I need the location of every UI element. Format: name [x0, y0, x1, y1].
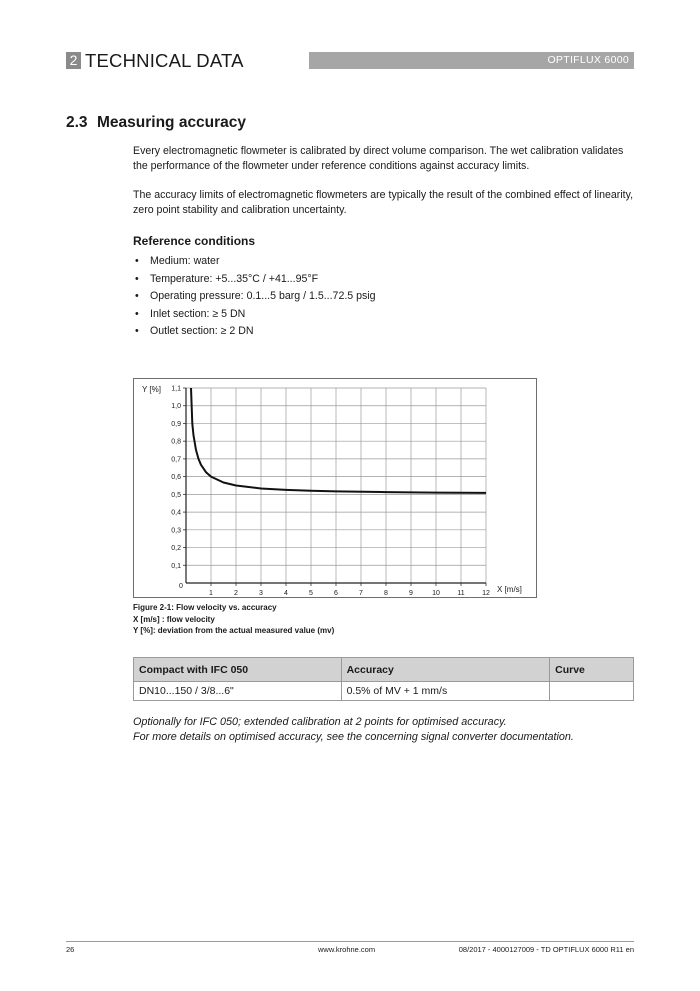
page-number: 26 — [66, 945, 75, 954]
paragraph-calibration: Every electromagnetic flowmeter is calibrated by direct volume comparison. The wet calibration validates the performance of the flowmeter under reference conditions against accuracy limits. — [133, 145, 624, 172]
section-title: Measuring accuracy — [97, 114, 247, 131]
accuracy-chart — [133, 378, 537, 598]
x-tick-label: 4 — [284, 590, 288, 597]
bullet-icon: • — [135, 272, 139, 285]
x-axis-label: X [m/s] — [497, 585, 522, 594]
x-tick-label: 3 — [259, 590, 263, 597]
x-tick-label: 6 — [334, 590, 338, 597]
chapter-title: TECHNICAL DATA — [85, 50, 244, 71]
y-tick-label: 0,2 — [171, 545, 181, 553]
chapter-number: 2 — [66, 52, 81, 69]
reference-conditions-list — [133, 253, 376, 341]
x-tick-label: 11 — [457, 590, 465, 597]
bullet-icon: • — [135, 290, 139, 302]
notes — [133, 715, 574, 745]
footer-url: www.krohne.com — [318, 945, 376, 954]
y-tick-label: 0,3 — [171, 527, 181, 535]
y-tick-label: 0,6 — [171, 474, 181, 482]
bullet-icon: • — [135, 255, 139, 267]
footer-doc-id: 08/2017 - 4000127009 - TD OPTIFLUX 6000 R11 en — [458, 945, 634, 954]
figure-caption-title: Figure 2-1: Flow velocity vs. accuracy — [133, 603, 277, 612]
bullet-icon: • — [135, 325, 139, 337]
product-name: OPTIFLUX 6000 — [547, 54, 629, 66]
y-tick-label: 0,7 — [171, 456, 181, 464]
table-cell: DN10...150 / 3/8...6" — [134, 682, 342, 701]
accuracy-table — [133, 657, 634, 701]
origin-label: 0 — [179, 583, 183, 590]
y-tick-label: 0,4 — [171, 509, 181, 517]
y-tick-label: 0,1 — [171, 562, 181, 570]
y-tick-label: 0,8 — [171, 438, 181, 446]
section-heading — [66, 114, 246, 132]
list-item: • Operating pressure: 0.1...5 barg / 1.5...72.5 psig — [133, 288, 376, 306]
chart-frame — [134, 379, 537, 598]
x-tick-label: 10 — [432, 590, 440, 597]
y-axis-label: Y [%] — [142, 385, 161, 394]
y-tick-label: 0,5 — [171, 491, 181, 499]
x-tick-label: 9 — [409, 590, 413, 597]
x-tick-label: 12 — [482, 590, 490, 597]
reference-conditions-heading: Reference conditions — [133, 234, 256, 248]
table-header-row — [134, 658, 634, 682]
x-tick-label: 5 — [309, 590, 313, 597]
bullet-icon: • — [135, 307, 139, 320]
y-tick-label: 1,0 — [171, 403, 181, 411]
chapter-header — [66, 52, 634, 69]
x-tick-label: 1 — [209, 590, 213, 597]
header-bar — [309, 52, 634, 69]
x-tick-label: 7 — [359, 590, 363, 597]
list-item: • Medium: water — [133, 253, 376, 271]
note-line: For more details on optimised accuracy, see the concerning signal converter documentation. — [133, 731, 574, 743]
figure-caption-y: Y [%]: deviation from the actual measured value (mv) — [133, 626, 335, 635]
table-row — [134, 682, 634, 701]
section-number: 2.3 — [66, 114, 88, 131]
figure-caption — [133, 602, 334, 637]
list-item: • Temperature: +5...35°C / +41...95°F — [133, 271, 376, 289]
paragraph-accuracy-limits: The accuracy limits of electromagnetic flowmeters are typically the result of the combined effect of linearity, zero point stability and calibration uncertainty. — [133, 189, 634, 216]
table-cell — [550, 682, 634, 701]
table-cell: 0.5% of MV + 1 mm/s — [341, 682, 550, 701]
x-tick-label: 8 — [384, 590, 388, 597]
table-header-cell: Accuracy — [341, 658, 550, 682]
y-tick-label: 0,9 — [171, 420, 181, 428]
note-line: Optionally for IFC 050; extended calibration at 2 points for optimised accuracy. — [133, 716, 507, 728]
page-footer — [66, 941, 634, 954]
figure-caption-x: X [m/s] : flow velocity — [133, 614, 215, 624]
list-item: • Outlet section: ≥ 2 DN — [133, 323, 376, 341]
y-tick-label: 1,1 — [171, 385, 181, 393]
table-header-cell: Curve — [550, 658, 634, 682]
x-tick-label: 2 — [234, 590, 238, 597]
list-item: • Inlet section: ≥ 5 DN — [133, 306, 376, 324]
table-header-cell: Compact with IFC 050 — [134, 658, 342, 682]
